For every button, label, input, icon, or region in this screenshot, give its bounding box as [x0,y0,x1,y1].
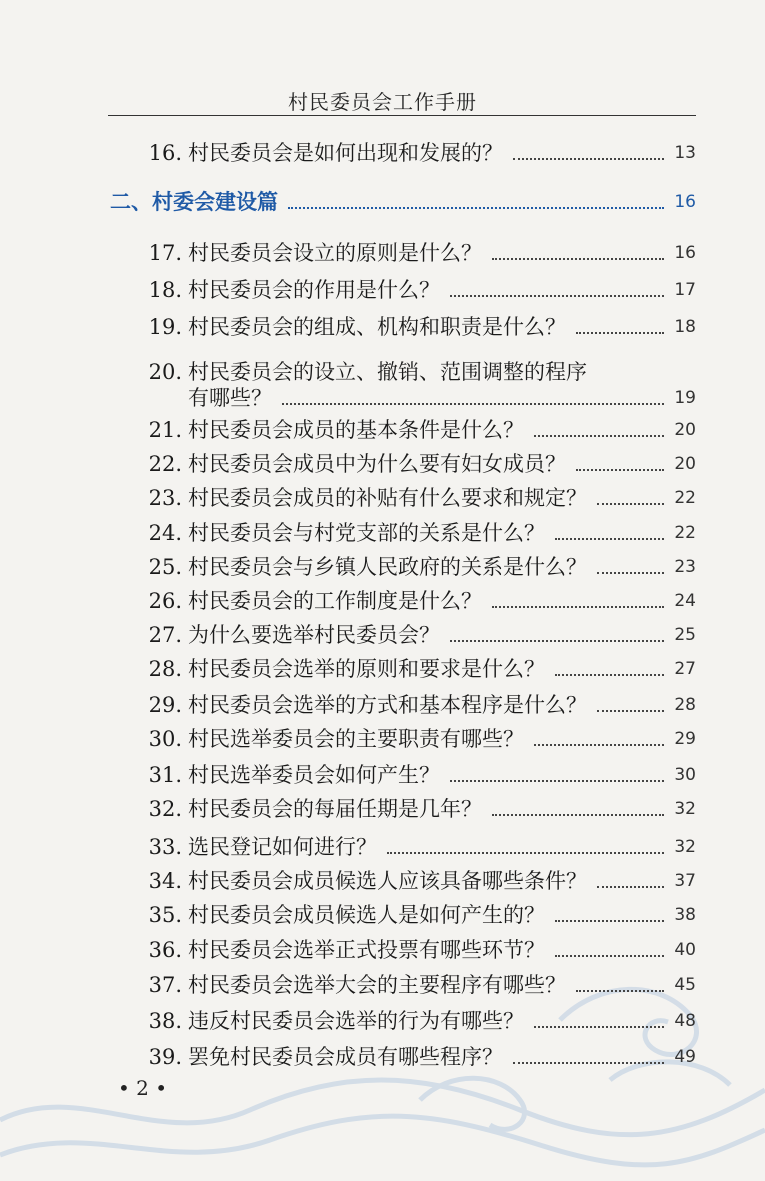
toc-page-number: 40 [674,940,696,960]
toc-entry-number: 36. [148,938,182,962]
toc-entry[interactable] [0,1004,765,1038]
toc-entry[interactable] [0,273,765,307]
dot-leader [555,920,664,922]
toc-entry[interactable] [0,830,765,864]
toc-entry-title: 村民委员会与乡镇人民政府的关系是什么？ [188,555,587,579]
dot-leader [492,258,664,260]
toc-page-number: 16 [674,243,696,263]
toc-entry[interactable] [0,136,765,170]
toc-page-number: 28 [674,695,696,715]
dot-leader [597,503,664,505]
dot-leader [450,295,664,297]
toc-entry-title: 村民委员会是如何出现和发展的？ [188,141,503,165]
toc-entry-number: 38. [148,1009,182,1033]
toc-page-number: 22 [674,523,696,543]
toc-entry-number: 18. [148,278,182,302]
dot-leader [534,435,664,437]
toc-entry[interactable] [0,550,765,584]
dot-leader [534,1026,664,1028]
toc-page-number: 32 [674,799,696,819]
toc-entry-number: 29. [148,693,182,717]
toc-entry-title: 村民委员会成员的基本条件是什么？ [188,418,524,442]
toc-entry-number: 32. [148,797,182,821]
dot-leader [576,332,664,334]
toc-entry[interactable] [0,722,765,756]
toc-entry-title: 村民委员会的每届任期是几年？ [188,797,482,821]
toc-page-number: 38 [674,905,696,925]
toc-entry[interactable] [0,310,765,344]
toc-entry-title: 村民委员会成员候选人应该具备哪些条件？ [188,869,587,893]
dot-leader [534,744,664,746]
toc-entry-number: 35. [148,903,182,927]
toc-entry[interactable] [0,516,765,550]
page-header: 村民委员会工作手册 [288,90,477,114]
toc-page-number: 13 [674,143,696,163]
toc-entry-number: 28. [148,657,182,681]
toc-entry-title: 有哪些？ [188,386,272,410]
toc-entry-number: 26. [148,589,182,613]
toc-entry-title: 村民选举委员会的主要职责有哪些？ [188,727,524,751]
toc-entry[interactable] [0,381,765,415]
toc-entry-number: 19. [148,315,182,339]
dot-leader [597,886,664,888]
toc-entry-title: 村民委员会的设立、撤销、范围调整的程序 [188,360,587,384]
dot-leader [555,674,664,676]
toc-entry-number: 31. [148,763,182,787]
toc-entry[interactable] [0,898,765,932]
toc-entry[interactable] [0,584,765,618]
toc-entry[interactable] [0,618,765,652]
toc-entry-number: 39. [148,1045,182,1069]
toc-entry-number: 20. [148,360,182,384]
toc-entry-number: 30. [148,727,182,751]
toc-page-number: 16 [674,192,696,212]
toc-entry-title: 选民登记如何进行？ [188,835,377,859]
toc-entry[interactable] [0,236,765,270]
dot-leader [492,814,664,816]
dot-leader [288,207,664,209]
toc-entry[interactable] [0,652,765,686]
toc-page-number: 20 [674,420,696,440]
dot-leader [450,640,664,642]
toc-entry-title: 村民委员会设立的原则是什么？ [188,241,482,265]
toc-entry[interactable] [0,1040,765,1074]
toc-section-heading[interactable] [0,185,765,219]
toc-entry-title: 村民委员会与村党支部的关系是什么？ [188,521,545,545]
toc-page-number: 25 [674,625,696,645]
dot-leader [282,403,664,405]
toc-entry-title: 村民委员会成员的补贴有什么要求和规定？ [188,486,587,510]
dot-leader [555,538,664,540]
toc-entry-title: 村民委员会的作用是什么？ [188,278,440,302]
toc-page-number: 22 [674,488,696,508]
toc-entry-title: 村民委员会选举的原则和要求是什么？ [188,657,545,681]
toc-entry-number: 37. [148,973,182,997]
toc-entry-title: 违反村民委员会选举的行为有哪些？ [188,1009,524,1033]
dot-leader [597,710,664,712]
toc-page-number: 49 [674,1047,696,1067]
toc-entry[interactable] [0,688,765,722]
dot-leader [492,606,664,608]
toc-entry-number: 27. [148,623,182,647]
toc-page-number: 19 [674,388,696,408]
toc-page-number: 48 [674,1011,696,1031]
toc-page-number: 32 [674,837,696,857]
toc-entry-number: 25. [148,555,182,579]
toc-page-number: 27 [674,659,696,679]
dot-leader [576,990,664,992]
toc-page-number: 30 [674,765,696,785]
toc-entry[interactable] [0,481,765,515]
toc-page-number: 24 [674,591,696,611]
toc-entry-title: 村民委员会成员中为什么要有妇女成员？ [188,452,566,476]
toc-page-number: 37 [674,871,696,891]
toc-entry-title: 村民委员会的工作制度是什么？ [188,589,482,613]
toc-page-number: 23 [674,557,696,577]
toc-entry-number: 17. [148,241,182,265]
toc-page-number: 29 [674,729,696,749]
dot-leader [513,1062,664,1064]
dot-leader [597,572,664,574]
dot-leader [576,469,664,471]
dot-leader [387,852,664,854]
toc-entry[interactable] [0,792,765,826]
toc-entry-title: 村民委员会的组成、机构和职责是什么？ [188,315,566,339]
toc-entry[interactable] [0,447,765,481]
dot-leader [450,780,664,782]
toc-page-number: 45 [674,975,696,995]
toc-page-number: 20 [674,454,696,474]
toc-entry-number: 23. [148,486,182,510]
toc-entry-number: 34. [148,869,182,893]
toc-entry[interactable] [0,864,765,898]
toc-entry[interactable] [0,413,765,447]
toc-entry-number: 16. [148,141,182,165]
toc-entry-title: 为什么要选举村民委员会？ [188,623,440,647]
dot-leader [555,955,664,957]
toc-page-number: 17 [674,280,696,300]
toc-entry-number: 33. [148,835,182,859]
section-title: 二、村委会建设篇 [110,190,278,214]
toc-entry-title: 罢免村民委员会成员有哪些程序？ [188,1045,503,1069]
toc-entry-title: 村民委员会成员候选人是如何产生的？ [188,903,545,927]
toc-entry-title: 村民委员会选举正式投票有哪些环节？ [188,938,545,962]
toc-entry-number: 22. [148,452,182,476]
dot-leader [513,158,664,160]
toc-page-number: 18 [674,317,696,337]
toc-entry-number: 24. [148,521,182,545]
toc-entry[interactable] [0,758,765,792]
toc-entry[interactable] [0,933,765,967]
toc-entry-number: 21. [148,418,182,442]
toc-entry-title: 村民委员会选举大会的主要程序有哪些？ [188,973,566,997]
header-rule [108,115,696,116]
page-number: • 2 • [118,1076,168,1100]
toc-entry[interactable] [0,968,765,1002]
toc-entry-title: 村民委员会选举的方式和基本程序是什么？ [188,693,587,717]
toc-entry-title: 村民选举委员会如何产生？ [188,763,440,787]
